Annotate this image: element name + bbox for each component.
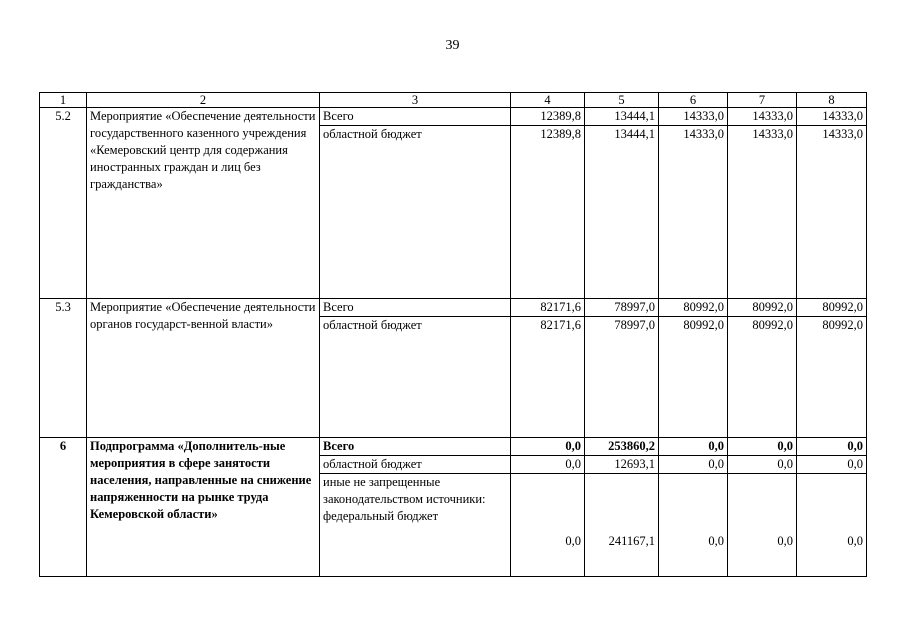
table-row — [40, 108, 867, 126]
value-cell: 0,0 — [511, 438, 585, 456]
value-cell: 14333,0 — [797, 108, 867, 126]
value-cell: 0,0 — [511, 474, 585, 577]
value-cell: 80992,0 — [797, 299, 867, 317]
value-cell: 12389,8 — [511, 108, 585, 126]
header-cell: 2 — [87, 93, 320, 108]
table-row — [40, 299, 867, 317]
row-number: 5.2 — [40, 108, 87, 299]
header-cell: 4 — [511, 93, 585, 108]
value-cell: 0,0 — [659, 456, 728, 474]
value-cell: 14333,0 — [659, 126, 728, 299]
value-cell: 0,0 — [511, 456, 585, 474]
header-cell: 6 — [659, 93, 728, 108]
value-cell: 0,0 — [797, 474, 867, 577]
value-cell: 78997,0 — [585, 317, 659, 438]
header-cell: 1 — [40, 93, 87, 108]
row-name: Мероприятие «Обеспечение деятельности государственного казенного учреждения «Кемеровский центр для содержания иностранных граждан и лиц без гражданства» — [87, 108, 320, 299]
value-cell: 80992,0 — [659, 299, 728, 317]
header-cell: 7 — [728, 93, 797, 108]
source-label: областной бюджет — [320, 317, 511, 438]
value-cell: 13444,1 — [585, 108, 659, 126]
value-cell: 78997,0 — [585, 299, 659, 317]
value-cell: 0,0 — [659, 474, 728, 577]
value-cell: 14333,0 — [728, 108, 797, 126]
row-number: 6 — [40, 438, 87, 577]
source-label: Всего — [320, 299, 511, 317]
value-cell: 80992,0 — [728, 299, 797, 317]
value-cell: 12389,8 — [511, 126, 585, 299]
header-cell: 8 — [797, 93, 867, 108]
row-name: Мероприятие «Обеспечение деятельности органов государст-венной власти» — [87, 299, 320, 438]
budget-table — [39, 92, 867, 577]
value-cell: 0,0 — [797, 456, 867, 474]
value-cell: 82171,6 — [511, 317, 585, 438]
value-cell: 80992,0 — [728, 317, 797, 438]
value-cell: 80992,0 — [659, 317, 728, 438]
value-cell: 82171,6 — [511, 299, 585, 317]
value-cell: 0,0 — [728, 474, 797, 577]
page-number: 39 — [445, 38, 460, 53]
value-cell: 0,0 — [659, 438, 728, 456]
value-cell: 0,0 — [728, 456, 797, 474]
header-cell: 5 — [585, 93, 659, 108]
value-cell: 241167,1 — [585, 474, 659, 577]
value-cell: 14333,0 — [659, 108, 728, 126]
source-label: областной бюджет — [320, 126, 511, 299]
value-cell: 14333,0 — [797, 126, 867, 299]
value-cell: 12693,1 — [585, 456, 659, 474]
row-number: 5.3 — [40, 299, 87, 438]
table-row — [40, 438, 867, 456]
header-cell: 3 — [320, 93, 511, 108]
value-cell: 253860,2 — [585, 438, 659, 456]
source-label: Всего — [320, 438, 511, 456]
value-cell: 80992,0 — [797, 317, 867, 438]
source-label: иные не запрещенные законодательством источники: федеральный бюджет — [320, 474, 511, 577]
source-label: областной бюджет — [320, 456, 511, 474]
source-label: Всего — [320, 108, 511, 126]
header-row — [40, 93, 867, 108]
value-cell: 14333,0 — [728, 126, 797, 299]
row-name: Подпрограмма «Дополнитель-ные мероприятия в сфере занятости населения, направленные на снижение напряженности на рынке труда Кемеровской области» — [87, 438, 320, 577]
value-cell: 0,0 — [797, 438, 867, 456]
value-cell: 13444,1 — [585, 126, 659, 299]
value-cell: 0,0 — [728, 438, 797, 456]
